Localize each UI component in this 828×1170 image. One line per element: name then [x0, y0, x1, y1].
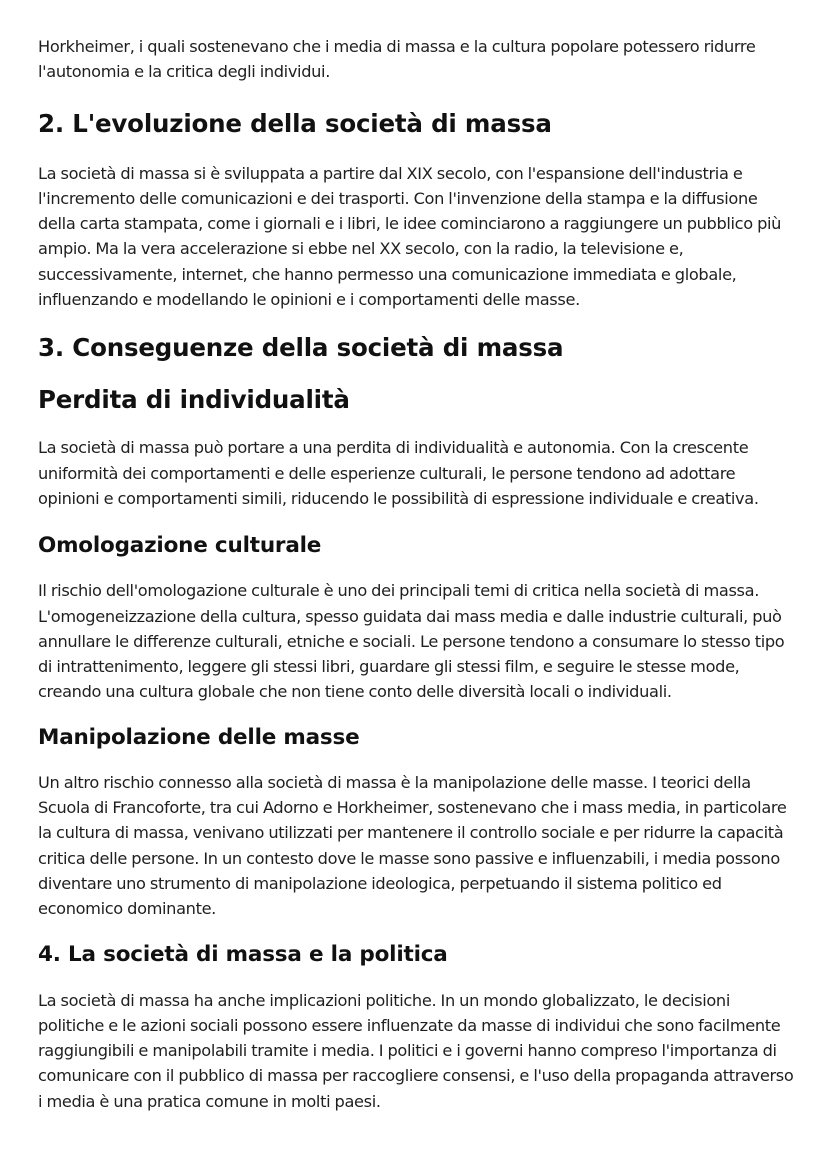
subsection-paragraph-omologazione-culturale: Il rischio dell'omologazione culturale è uno dei principali temi di critica nella società di massa. L'omogeneizzazione della cultura, spesso guidata dai mass media e dalle industrie culturali, può annullare le differenze culturali, etniche e sociali. Le persone tendono a consumare lo stesso tipo di intrattenimento, leggere gli stessi libri, guardare gli stessi film, e seguire le stesse mode, creando una cultura globale che non tiene conto delle diversità locali o individuali.	[38, 581, 785, 702]
document-page	[38, 34, 794, 1114]
intro-paragraph: Horkheimer, i quali sostenevano che i media di massa e la cultura popolare potessero ridurre l'autonomia e la critica degli individui.	[38, 37, 756, 82]
section-paragraph-politica: La società di massa ha anche implicazioni politiche. In un mondo globalizzato, le decisioni politiche e le azioni sociali possono essere influenzate da masse di individui che sono facilmente raggiungibili e manipolabili tramite i media. I politici e i governi hanno compreso l'importanza di comunicare con il pubblico di massa per raccogliere consensi, e l'uso della propaganda attraverso i media è una pratica comune in molti paesi.	[38, 990, 794, 1111]
section-heading-politica: 4. La società di massa e la politica	[38, 941, 448, 967]
section-heading-evoluzione: 2. L'evoluzione della società di massa	[38, 108, 552, 138]
subsection-paragraph-manipolazione-masse: Un altro rischio connesso alla società di massa è la manipolazione delle masse. I teorici della Scuola di Francoforte, tra cui Adorno e Horkheimer, sostenevano che i mass media, in particolare la cultura di massa, venivano utilizzati per mantenere il controllo sociale e per ridurre la capacità critica delle persone. In un contesto dove le masse sono passive e influenzabili, i media possono diventare uno strumento di manipolazione ideologica, perpetuando il sistema politico ed economico dominante.	[38, 772, 787, 919]
subsection-paragraph-perdita-individualita: La società di massa può portare a una perdita di individualità e autonomia. Con la crescente uniformità dei comportamenti e delle esperienze culturali, le persone tendono ad adottare opinioni e comportamenti simili, riducendo le possibilità di espressione individuale e creativa.	[38, 438, 759, 508]
section-heading-conseguenze: 3. Conseguenze della società di massa	[38, 333, 564, 363]
section-paragraph-evoluzione: La società di massa si è sviluppata a partire dal XIX secolo, con l'espansione dell'industria e l'incremento delle comunicazioni e dei trasporti. Con l'invenzione della stampa e la diffusione della carta stampata, come i giornali e i libri, le idee cominciarono a raggiungere un pubblico più ampio. Ma la vera accelerazione si ebbe nel XX secolo, con la radio, la televisione e, successivamente, internet, che hanno permesso una comunicazione immediata e globale, influenzando e modellando le opinioni e i comportamenti delle masse.	[38, 163, 782, 310]
subsection-heading-omologazione-culturale: Omologazione culturale	[38, 533, 322, 559]
subsection-heading-perdita-individualita: Perdita di individualità	[38, 385, 350, 415]
subsection-heading-manipolazione-masse: Manipolazione delle masse	[38, 724, 360, 750]
